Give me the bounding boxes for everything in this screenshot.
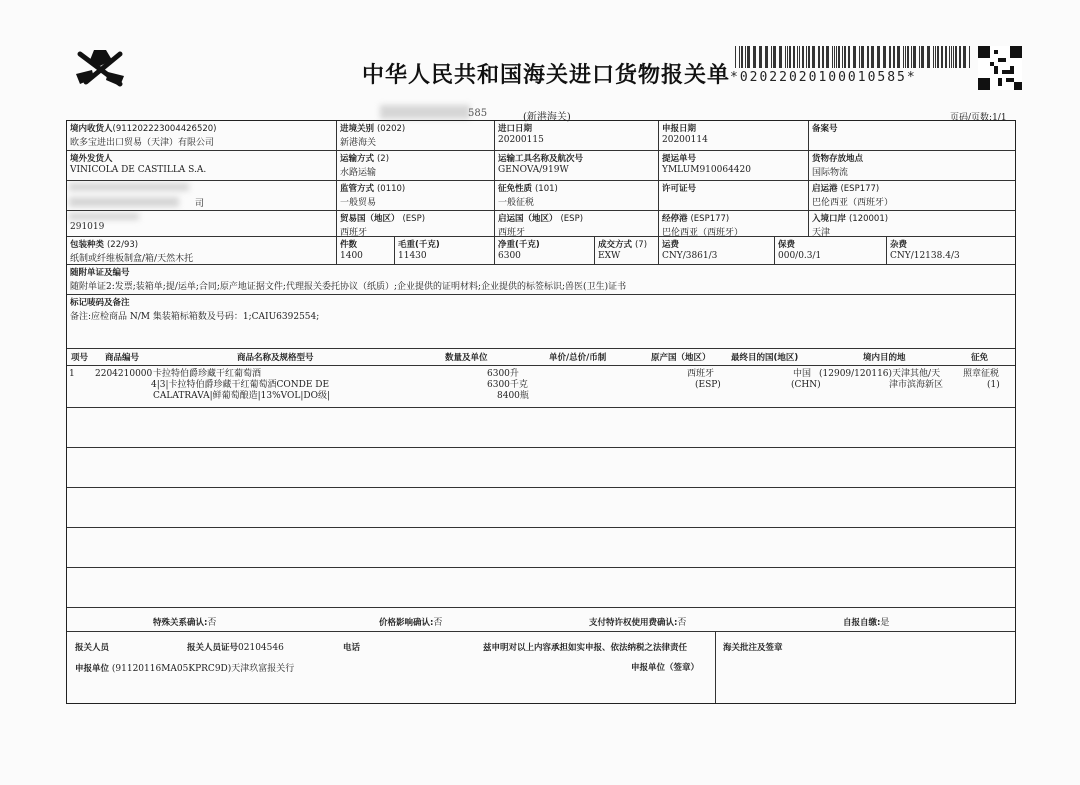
row-divider [67, 607, 1015, 608]
document-title: 中华人民共和国海关进口货物报关单 [362, 63, 731, 88]
packaging-cell: 包装种类 (22/93) 纸制或纤维板制盒/箱/天然木托 [67, 237, 337, 265]
record-no-cell: 备案号 [809, 121, 1015, 151]
transport-tool-cell: 运输工具名称及航次号 GENOVA/919W [495, 151, 659, 181]
row-divider [67, 527, 1015, 528]
row-divider [67, 567, 1015, 568]
redacted-area [380, 105, 470, 119]
entry-port-cell: 进境关别 (0202) 新港海关 [337, 121, 495, 151]
entry-port-place-cell: 入境口岸 (120001) 天津 [809, 211, 1015, 237]
license-no-cell: 许可证号 [659, 181, 809, 211]
declaration-serial: *02022020100010585* [730, 70, 917, 85]
marks-remarks-row: 标记唛码及备注 备注:应检商品 N/M 集装箱标箱数及号码：1;CAIU6392554; [67, 295, 1015, 349]
departure-port-cell: 启运港 (ESP177) 巴伦西亚（西班牙） [809, 181, 1015, 211]
import-date-cell: 进口日期 20200115 [495, 121, 659, 151]
contract-no-cell: 291019 [67, 211, 337, 237]
customs-name: (新港海关) [523, 112, 571, 123]
row-divider [67, 447, 1015, 448]
attached-docs-row: 随附单证及编号 随附单证2:发票;装箱单;提/运单;合同;原产地证据文件;代理报关委托协议（纸质）;企业提供的证明材料;企业提供的标签标识;兽医(卫生)证书 [67, 265, 1015, 295]
qr-code-icon [978, 46, 1022, 90]
insurance-cell: 保费 000/0.3/1 [775, 237, 887, 265]
domestic-consignee-value: 欧多宝进出口贸易（天津）有限公司 [70, 138, 215, 148]
net-weight-cell: 净重(千克) 6300 [495, 237, 595, 265]
stop-port-cell: 经停港 (ESP177) 巴伦西亚（西班牙） [659, 211, 809, 237]
row-divider [67, 407, 1015, 408]
barcode-image [735, 46, 975, 68]
pieces-cell: 件数 1400 [337, 237, 395, 265]
deal-mode-cell: 成交方式 (7) EXW [595, 237, 659, 265]
declaration-form: 境内收货人(911202223004426520) 欧多宝进出口贸易（天津）有限公司 进境关别 (0202) 新港海关 进口日期 20200115 申报日期 20200114 备案号 境外发货人 VINICOLA DE CASTILLA S.A. 运输方式 (2) 水路运输 运输工具名称及航次号 GENOVA/919W 提运单号 YMLUM910064420 货物存放地点 国际物流 司 监管方式 (0110) 一般贸易 征免性质 (101) 一般征税 许可证号 启运港 (ESP177) 巴伦西亚（西班牙） 291019 贸易国（地区） (ESP) 西班牙 启运国（地区） (ESP) 西班牙 经停港 (ESP177) 巴伦西亚（西班牙） 入境口岸 (120001) 天津 包装种类 (22/93) 纸制或纤维板制盒/箱/天然木托 件数 1400 毛重(千克) 11430 净重(千克) 6300 成交方式 (7) EXW 运费 CNY/3861/3 保费 000/0.3/1 杂费 CNY/12138.4/3 随附单证及编号 随附单证2:发票;装箱单;提/运单;合同;原产地证据文件;代理报关委托协议（纸质）;企业提供的证明材料;企业提供的标签标识;兽医(卫生)证书 标记唛码及备注 备注:应检商品 N/M 集装箱标箱数及号码：1;CAIU6392554; 项号 商品编号 商品名称及规格型号 数量及单位 单价/总价/币制 原产国（地区） 最终目的国(地区) 境内目的地 征免 1 2204210000 卡拉特伯爵珍藏干红葡萄酒 4|3|卡拉特伯爵珍藏干红葡萄酒CONDE DE CALATRAVA|鲜葡萄酿造|13%VOL|DO级| 6300升 6300千克 8400瓶 西班牙 (ESP) 中国 (CHN) (12909/120116)天津其他/天 津市滨海新区 照章征税 (1) 特殊关系确认:否 价格影响确认:否 支付特许权使用费确认:否 自报自缴:是 报关人员 报关人员证号02104546 电话 兹申明对以上内容承担如实申报、依法纳税之法律责任 申报单位 (91120116MA05KPRC9D)天津玖富报关行 申报单位（签章） 海关批注及签章 [66, 120, 1016, 704]
page-count: 页码/页数:1/1 [950, 113, 1007, 123]
consumer-unit-cell: 司 [67, 181, 337, 211]
customs-code-partial: 585 [468, 108, 488, 119]
overseas-consignor-cell: 境外发货人 VINICOLA DE CASTILLA S.A. [67, 151, 337, 181]
supervision-mode-cell: 监管方式 (0110) 一般贸易 [337, 181, 495, 211]
bill-no-cell: 提运单号 YMLUM910064420 [659, 151, 809, 181]
declare-date-cell: 申报日期 20200114 [659, 121, 809, 151]
storage-place-cell: 货物存放地点 国际物流 [809, 151, 1015, 181]
goods-table-header: 项号 商品编号 商品名称及规格型号 数量及单位 单价/总价/币制 原产国（地区） 最终目的国(地区) 境内目的地 征免 [67, 349, 1015, 366]
departure-country-cell: 启运国（地区） (ESP) 西班牙 [495, 211, 659, 237]
customs-approval-label: 海关批注及签章 [723, 643, 783, 653]
transport-mode-cell: 运输方式 (2) 水路运输 [337, 151, 495, 181]
signature-divider [715, 631, 716, 703]
customs-emblem-icon [72, 44, 128, 90]
row-divider [67, 631, 1015, 632]
domestic-consignee-cell: 境内收货人(911202223004426520) 欧多宝进出口贸易（天津）有限公司 [67, 121, 337, 151]
levy-nature-cell: 征免性质 (101) 一般征税 [495, 181, 659, 211]
freight-cell: 运费 CNY/3861/3 [659, 237, 775, 265]
misc-fee-cell: 杂费 CNY/12138.4/3 [887, 237, 1015, 265]
trade-country-cell: 贸易国（地区） (ESP) 西班牙 [337, 211, 495, 237]
gross-weight-cell: 毛重(千克) 11430 [395, 237, 495, 265]
row-divider [67, 487, 1015, 488]
